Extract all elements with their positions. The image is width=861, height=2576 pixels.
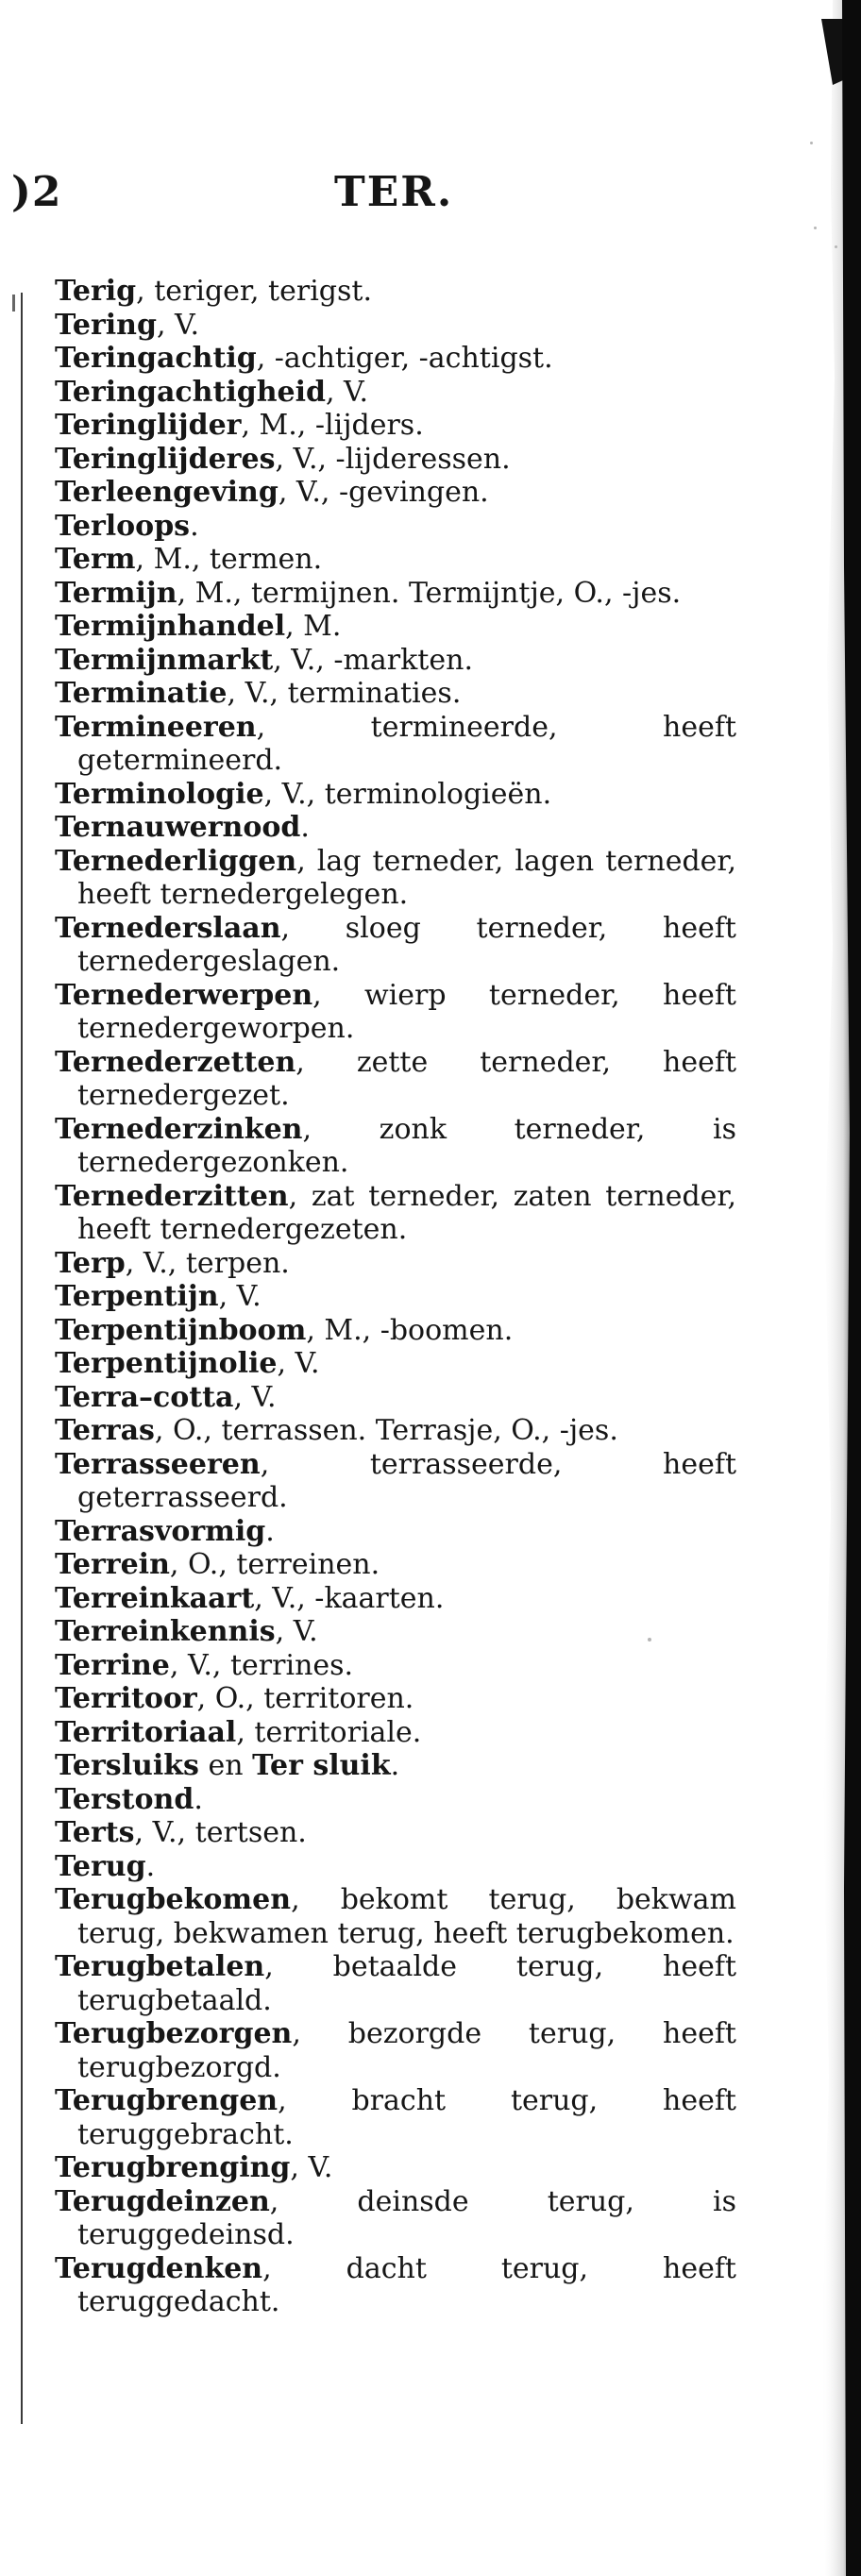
dictionary-entry [55, 979, 736, 1046]
page-number: )2 [11, 168, 62, 216]
dictionary-entry [55, 2185, 736, 2252]
entry-headword: Terminologie [55, 777, 264, 811]
entry-headword: Terugbetalen [55, 1950, 265, 1983]
entry-headword: Terminatie [55, 677, 228, 710]
running-head: TER. [334, 168, 454, 216]
dictionary-entry [55, 1180, 736, 1247]
entry-headword: Terugbrenging [55, 2151, 291, 2184]
entry-definition: , M., -lijders. [241, 409, 424, 442]
entry-definition: . [190, 509, 199, 543]
entry-definition: , O., terrassen. Terrasje, O., -jes. [154, 1414, 618, 1447]
entry-headword: Tersluiks [55, 1749, 199, 1782]
entry-headword: Terp [55, 1246, 126, 1280]
entry-definition: , deinsde terug, is teruggedeinsd. [77, 2184, 736, 2251]
entry-headword: Teringlijderes [55, 442, 276, 476]
entry-headword: Terugdenken [55, 2251, 263, 2285]
entry-definition: , V. [290, 2151, 333, 2184]
entry-definition: , V., terpen. [125, 1246, 290, 1280]
entry-headword: Terstond [55, 1782, 194, 1816]
entry-definition: , V., -lijderessen. [275, 442, 511, 476]
entry-definition: , V., -kaarten. [254, 1581, 445, 1615]
entry-definition: , lag terneder, lagen terneder, heeft ternedergelegen. [77, 844, 736, 911]
dictionary-entry [55, 443, 736, 477]
entry-definition: , bekomt terug, bekwam terug, bekwamen terug, heeft terugbekomen. [77, 1883, 736, 1950]
entry-definition: , O., territoren. [196, 1682, 414, 1715]
entry-headword: Tering [55, 308, 157, 342]
entry-definition: , terrasseerde, heeft geterrasseerd. [77, 1447, 736, 1514]
entry-headword: Ternederliggen [55, 844, 297, 878]
dictionary-entry [55, 476, 736, 510]
entry-definition: , V., tertsen. [134, 1816, 307, 1849]
dictionary-entry [55, 2017, 736, 2084]
entry-headword: Terrine [55, 1648, 170, 1682]
entry-headword: Terug [55, 1849, 146, 1883]
entry-headword: Terloops [55, 509, 191, 543]
dictionary-entry [55, 1816, 736, 1850]
entry-headword: Ternauwernood [55, 811, 301, 844]
entry-definition: , teriger, terigst. [136, 275, 372, 308]
dictionary-entry [55, 1950, 736, 2017]
binding-edge-shadow [767, 0, 861, 2576]
entry-definition: , bracht terug, heeft teruggebracht. [77, 2084, 736, 2151]
dictionary-entry [55, 1247, 736, 1281]
entry-definition: , zat terneder, zaten terneder, heeft ternedergezeten. [77, 1179, 736, 1246]
dictionary-entry [55, 1682, 736, 1716]
entry-definition: . [300, 811, 310, 844]
entry-headword: Terpentijnboom [55, 1313, 307, 1347]
dictionary-entry [55, 1783, 736, 1817]
entry-connector: en [198, 1749, 253, 1782]
dictionary-entry [55, 711, 736, 778]
dictionary-entry [55, 677, 736, 711]
dictionary-entry [55, 1448, 736, 1515]
dictionary-entry [55, 342, 736, 376]
entry-headword: Teringlijder [55, 409, 242, 442]
entry-definition: , -achtiger, -achtigst. [256, 342, 553, 375]
entry-definition: , V. [277, 1347, 320, 1380]
dictionary-entry [55, 1381, 736, 1415]
entry-definition: , V. [156, 308, 199, 342]
dictionary-entry [55, 1280, 736, 1314]
entry-headword: Termijn [55, 576, 177, 610]
dictionary-entry [55, 577, 736, 611]
entry-definition: . [194, 1782, 203, 1816]
entry-definition: , wierp terneder, heeft ternedergeworpen. [77, 978, 736, 1045]
entry-headword: Terugbrengen [55, 2084, 279, 2117]
entry-headword: Territoriaal [55, 1715, 237, 1749]
entry-headword: Terreinkaart [55, 1581, 255, 1615]
entry-definition: , V., -gevingen. [278, 476, 489, 509]
dictionary-entry [55, 778, 736, 812]
entry-headword: Ternederwerpen [55, 978, 313, 1012]
dictionary-entry [55, 845, 736, 912]
dictionary-entry [55, 1883, 736, 1950]
dictionary-entry [55, 1749, 736, 1783]
entry-definition: , M., -boomen. [306, 1313, 514, 1347]
entry-headword: Ternederzetten [55, 1045, 296, 1079]
entry-headword: Termijnhandel [55, 610, 286, 643]
entry-headword: Terpentijn [55, 1280, 219, 1313]
entry-definition: , M. [285, 610, 342, 643]
entry-definition: , V. [233, 1380, 277, 1414]
dictionary-entry [55, 543, 736, 577]
entry-headword-variant: Ter sluik [252, 1749, 391, 1782]
entry-headword: Terrein [55, 1548, 170, 1581]
dictionary-entry [55, 1414, 736, 1448]
dictionary-entry [55, 1716, 736, 1750]
dictionary-entry [55, 1615, 736, 1649]
entry-definition: , V., -markten. [273, 643, 473, 677]
entry-headword: Territoor [55, 1682, 197, 1715]
entry-headword: Term [55, 543, 136, 576]
entry-definition: , V. [325, 375, 369, 409]
dictionary-entry [55, 309, 736, 343]
entry-headword: Terra–cotta [55, 1380, 234, 1414]
dictionary-entry [55, 610, 736, 644]
dictionary-entry [55, 1515, 736, 1549]
dictionary-entry [55, 1046, 736, 1113]
entry-headword: Terugdeinzen [55, 2184, 270, 2218]
dictionary-entry [55, 811, 736, 845]
entry-headword: Terugbekomen [55, 1883, 292, 1916]
dictionary-entry [55, 1314, 736, 1348]
entry-headword: Terras [55, 1414, 155, 1447]
entry-headword: Terrasvormig [55, 1514, 266, 1548]
entry-definition: , territoriale. [236, 1715, 422, 1749]
entry-definition: , V. [275, 1615, 318, 1648]
entry-definition: , dacht terug, heeft teruggedacht. [77, 2251, 736, 2318]
dictionary-entry [55, 1548, 736, 1582]
entry-headword: Teringachtigheid [55, 375, 326, 409]
entry-headword: Terig [55, 275, 137, 308]
entry-headword: Ternederzinken [55, 1112, 303, 1146]
dictionary-entry [55, 644, 736, 678]
entry-definition: , V., terrines. [169, 1648, 354, 1682]
dictionary-entry [55, 409, 736, 443]
dictionary-entry [55, 376, 736, 410]
left-margin-rule [21, 293, 23, 2424]
dictionary-entry [55, 1850, 736, 1884]
entry-definition: , zette terneder, heeft ternedergezet. [77, 1045, 736, 1112]
dictionary-entry [55, 2084, 736, 2151]
entry-definition: , V. [218, 1280, 262, 1313]
dictionary-entry [55, 1649, 736, 1683]
entry-headword: Terpentijnolie [55, 1347, 278, 1380]
entry-headword: Terugbezorgen [55, 2017, 293, 2050]
dictionary-entry [55, 510, 736, 544]
dictionary-entries [55, 275, 736, 2319]
entry-definition: , M., termijnen. Termijntje, O., -jes. [177, 576, 682, 610]
entry-definition: . [390, 1749, 400, 1782]
entry-definition: , zonk terneder, is ternedergezonken. [77, 1112, 736, 1179]
dictionary-entry [55, 1113, 736, 1180]
entry-headword: Ternederslaan [55, 911, 281, 945]
dictionary-entry [55, 1582, 736, 1616]
entry-definition: , V., terminaties. [227, 677, 462, 710]
entry-definition: , O., terreinen. [169, 1548, 380, 1581]
dictionary-entry [55, 2252, 736, 2319]
entry-definition: , termineerde, heeft getermineerd. [77, 710, 736, 777]
entry-headword: Ternederzitten [55, 1179, 289, 1213]
margin-tick [12, 295, 15, 311]
entry-definition: . [145, 1849, 156, 1883]
entry-headword: Teringachtig [55, 342, 257, 375]
dictionary-entry [55, 2151, 736, 2185]
dictionary-entry [55, 912, 736, 979]
entry-definition: , V., terminologieën. [263, 777, 552, 811]
entry-headword: Terleengeving [55, 476, 279, 509]
entry-definition: , bezorgde terug, heeft terugbezorgd. [77, 2017, 736, 2084]
entry-definition: , betaalde terug, heeft terugbetaald. [77, 1950, 736, 2017]
entry-headword: Termijnmarkt [55, 643, 274, 677]
dictionary-entry [55, 275, 736, 309]
entry-definition: , sloeg terneder, heeft ternedergeslagen. [77, 911, 736, 978]
entry-headword: Terreinkennis [55, 1615, 276, 1648]
entry-headword: Termineeren [55, 710, 257, 744]
entry-headword: Terrasseeren [55, 1447, 261, 1481]
entry-definition: . [265, 1514, 275, 1548]
entry-headword: Terts [55, 1816, 135, 1849]
entry-definition: , M., termen. [135, 543, 323, 576]
dictionary-entry [55, 1347, 736, 1381]
